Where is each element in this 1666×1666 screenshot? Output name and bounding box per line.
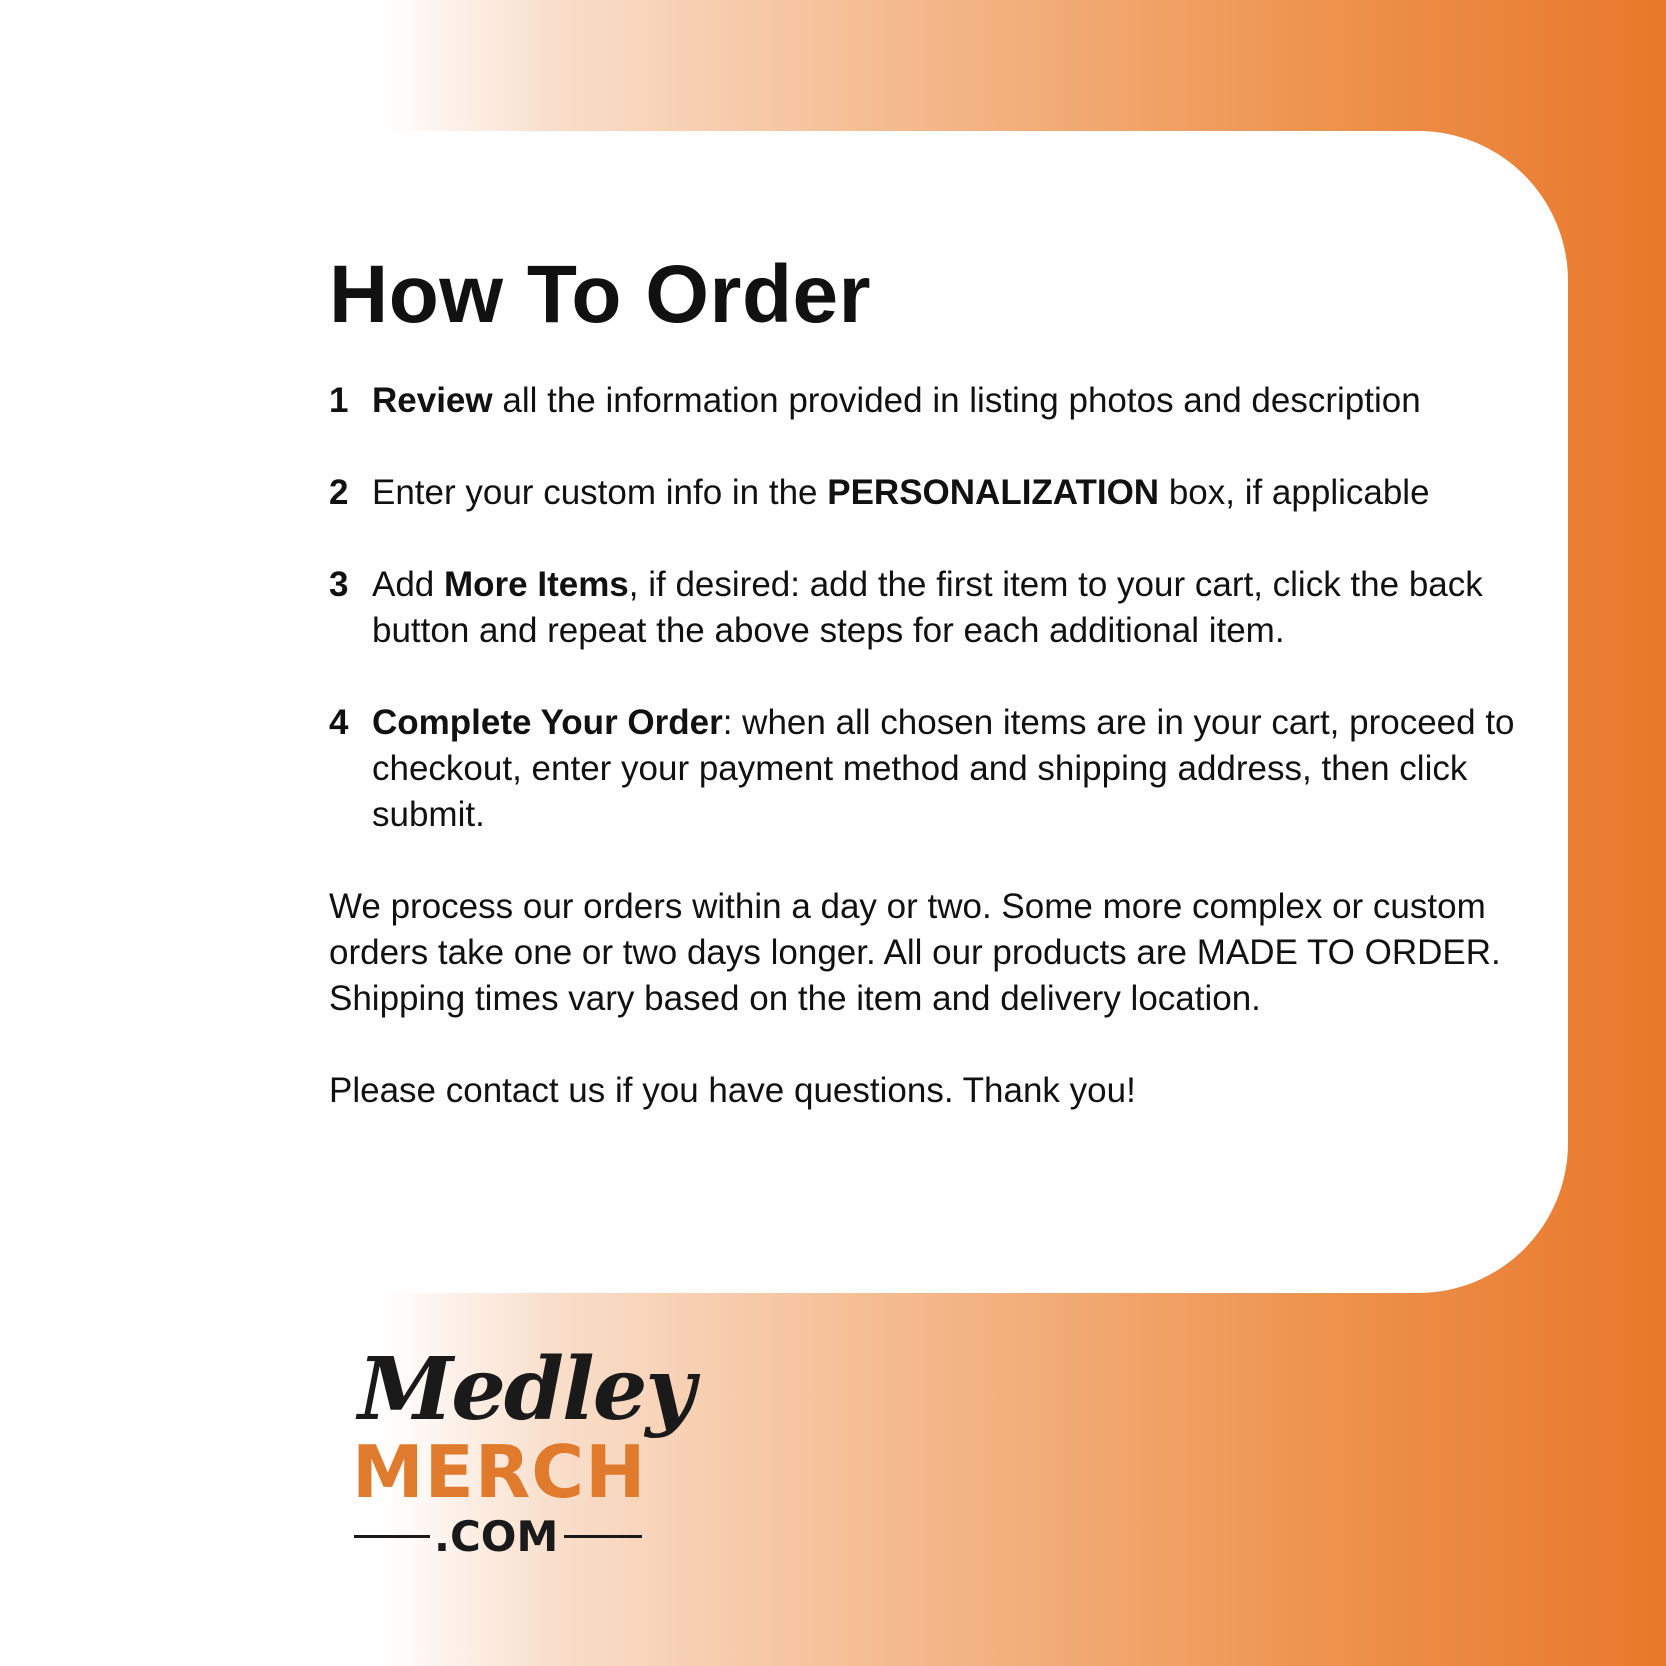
logo-script-text: Medley — [358, 1339, 694, 1440]
step-complete-order — [329, 700, 1559, 838]
step-more-items — [329, 562, 1559, 654]
step-text: , if desired: add the first item to your cart, click the back button and repeat the above steps for each additional item. — [372, 565, 1483, 650]
order-instructions — [329, 248, 1559, 1160]
step-text: : when all chosen items are in your cart, proceed to checkout, enter your payment method and shipping address, then click submit. — [372, 703, 1515, 834]
step-text: box, if applicable — [1159, 473, 1430, 512]
step-number: 3 — [329, 565, 349, 604]
step-personalization — [329, 470, 1559, 516]
step-number: 4 — [329, 703, 349, 742]
step-keyword: More Items — [444, 565, 629, 604]
logo-left-rule — [354, 1535, 430, 1538]
step-number: 1 — [329, 381, 349, 420]
logo-right-rule — [564, 1535, 642, 1538]
logo-merch-text: MERCH — [352, 1430, 647, 1514]
step-text: all the information provided in listing photos and description — [492, 381, 1421, 420]
contact-note: Please contact us if you have questions. Thank you! — [329, 1071, 1136, 1110]
page-title: How To Order — [329, 249, 872, 340]
step-text: Add — [372, 565, 444, 604]
step-keyword: Complete Your Order — [372, 703, 723, 742]
step-keyword: PERSONALIZATION — [827, 473, 1160, 512]
step-review — [329, 378, 1559, 424]
logo-com-text: .COM — [434, 1512, 559, 1561]
step-text: Enter your custom info in the — [372, 473, 828, 512]
processing-note: We process our orders within a day or two. Some more complex or custom orders take one or two days longer. All our products are MADE TO ORDER. Shipping times vary based on the item and delivery location. — [329, 887, 1501, 1018]
step-number: 2 — [329, 473, 349, 512]
brand-logo — [352, 1339, 694, 1570]
step-keyword: Review — [372, 381, 493, 420]
